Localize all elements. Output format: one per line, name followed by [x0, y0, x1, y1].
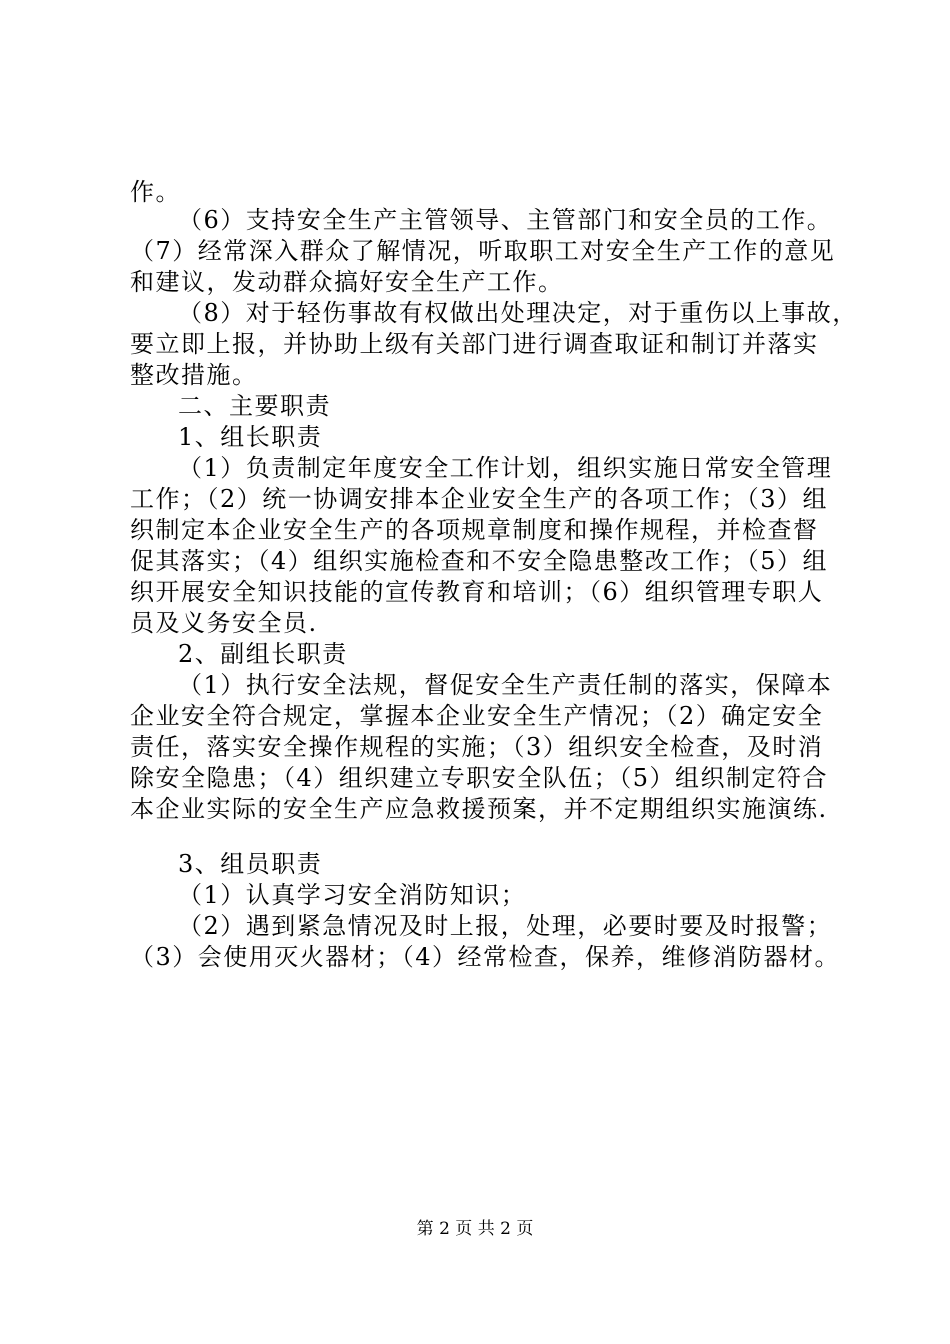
subsection-heading: 3、组员职责 [178, 850, 323, 878]
text-line: 织开展安全知识技能的宣传教育和培训；（6）组织管理专职人 [130, 578, 824, 606]
section-heading: 二、主要职责 [178, 392, 331, 420]
text-line: 除安全隐患；（4）组织建立专职安全队伍；（5）组织制定符合 [130, 764, 829, 792]
text-line: （1）认真学习安全消防知识； [178, 881, 527, 909]
text-line: 织制定本企业安全生产的各项规章制度和操作规程，并检查督 [130, 516, 819, 544]
text-line: 作。 [130, 178, 181, 206]
text-line: （2）遇到紧急情况及时上报，处理，必要时要及时报警； [178, 912, 833, 940]
text-line: （1）负责制定年度安全工作计划，组织实施日常安全管理 [178, 454, 833, 482]
text-line: 整改措施。 [130, 361, 258, 389]
subsection-heading: 2、副组长职责 [178, 640, 348, 668]
text-line: 要立即上报，并协助上级有关部门进行调查取证和制订并落实 [130, 330, 819, 358]
text-line: （6）支持安全生产主管领导、主管部门和安全员的工作。 [178, 206, 833, 234]
text-line: 本企业实际的安全生产应急救援预案，并不定期组织实施演练. [130, 795, 828, 823]
text-line: （8）对于轻伤事故有权做出处理决定，对于重伤以上事故， [178, 299, 858, 327]
text-line: 企业安全符合规定，掌握本企业安全生产情况；（2）确定安全 [130, 702, 824, 730]
subsection-heading: 1、组长职责 [178, 423, 323, 451]
text-line: 和建议，发动群众搞好安全生产工作。 [130, 268, 564, 296]
page-number-footer: 第 2 页 共 2 页 [416, 1219, 534, 1239]
text-line: （3）会使用灭火器材；（4）经常检查，保养，维修消防器材。 [130, 943, 841, 971]
text-line: 工作；（2）统一协调安排本企业安全生产的各项工作；（3）组 [130, 485, 829, 513]
text-line: 员及义务安全员. [130, 609, 318, 637]
text-line: 责任，落实安全操作规程的实施；（3）组织安全检查，及时消 [130, 733, 824, 761]
text-line: （1）执行安全法规，督促安全生产责任制的落实，保障本 [178, 671, 833, 699]
text-line: 促其落实；（4）组织实施检查和不安全隐患整改工作；（5）组 [130, 547, 829, 575]
text-line: （7）经常深入群众了解情况，听取职工对安全生产工作的意见 [130, 237, 836, 265]
